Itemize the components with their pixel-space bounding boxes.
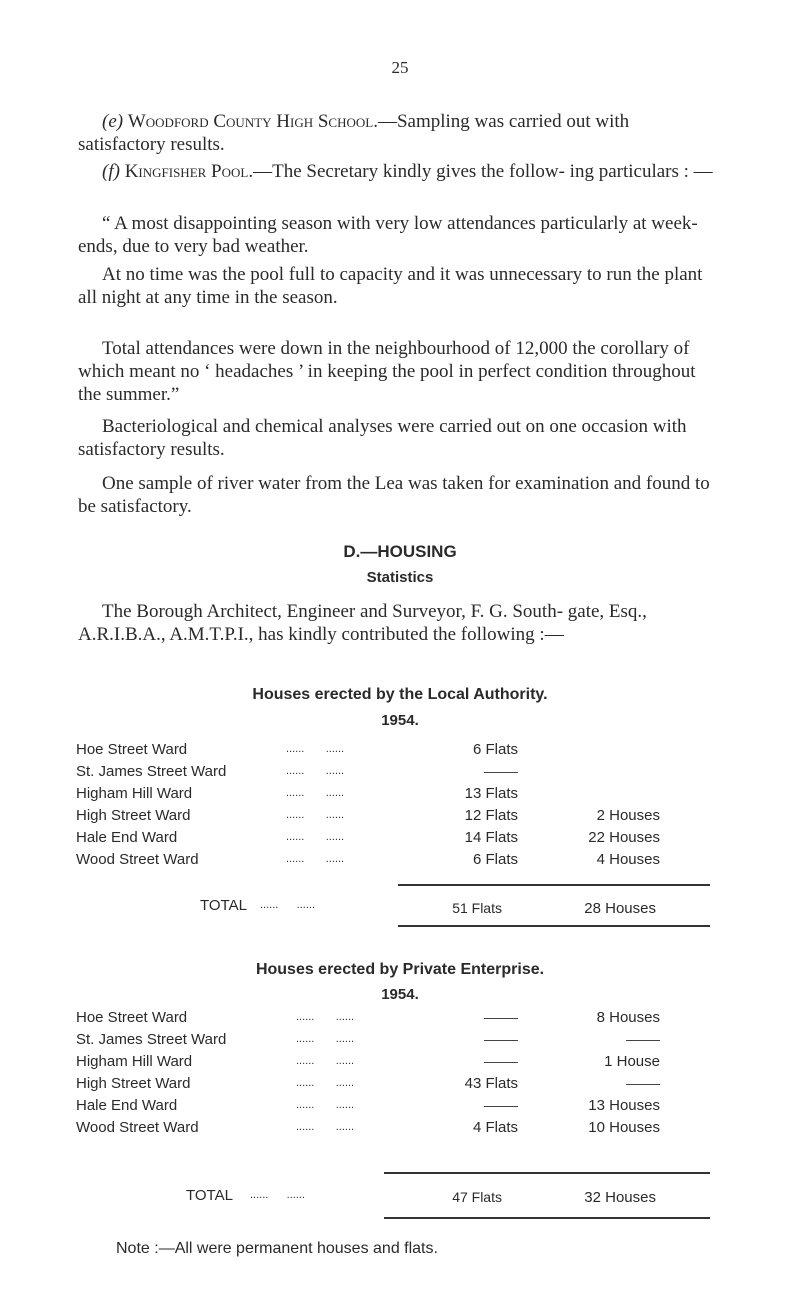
table1-top-rule xyxy=(398,884,710,886)
para-e-heading: Woodford County High School xyxy=(127,111,374,132)
ward-name: St. James Street Ward xyxy=(76,1031,227,1048)
flats-count: 43 Flats xyxy=(464,1075,518,1092)
para-f-text: .—The Secretary kindly gives the follow- ing particulars : — xyxy=(248,161,713,182)
table1-total-label: TOTAL xyxy=(200,897,247,914)
ward-name: Hale End Ward xyxy=(76,829,178,846)
houses-count: 13 Houses xyxy=(588,1097,660,1114)
houses-count: 1 House xyxy=(604,1053,660,1070)
flats-count xyxy=(484,1094,518,1117)
table2-total-houses: 32 Houses xyxy=(584,1189,656,1206)
table1-total-dots: ...... ...... xyxy=(260,899,316,911)
ward-name: Higham Hill Ward xyxy=(76,785,193,802)
flats-count xyxy=(484,1028,518,1051)
ward-name: Hoe Street Ward xyxy=(76,1009,188,1026)
table2-year: 1954. xyxy=(381,986,419,1003)
ward-name: High Street Ward xyxy=(76,807,191,824)
table2-total-flats: 47 Flats xyxy=(452,1189,502,1205)
flats-count xyxy=(484,760,518,783)
leader-dots: ...... ...... xyxy=(286,787,345,799)
ward-name: High Street Ward xyxy=(76,1075,191,1092)
table1-year: 1954. xyxy=(381,712,419,729)
paragraph-woodford xyxy=(78,110,718,156)
table-row xyxy=(76,738,716,762)
houses-count xyxy=(626,1072,660,1095)
section-subtitle: Statistics xyxy=(366,569,434,586)
ward-name: Wood Street Ward xyxy=(76,1119,199,1136)
table2-top-rule xyxy=(384,1172,710,1174)
para-e-text: .—Sampling was carried out with satisfactory results. xyxy=(78,111,630,155)
table-row xyxy=(76,1116,716,1140)
table-row xyxy=(76,760,716,784)
houses-count: 2 Houses xyxy=(596,807,660,824)
leader-dots: ...... ...... xyxy=(286,831,345,843)
paragraph-architect: The Borough Architect, Engineer and Surveyor, F. G. South- gate, Esq., A.R.I.B.A., A.M.T.P.I., has kindly contributed the following :— xyxy=(78,601,647,645)
quote-paragraph-3: Total attendances were down in the neighbourhood of 12,000 the corollary of which meant no ‘ headaches ’ in keeping the pool in perfect condition throughout the summer.” xyxy=(78,338,696,405)
paragraph-bacteriological: Bacteriological and chemical analyses were carried out on one occasion with satisfactory results. xyxy=(78,416,687,460)
table-row xyxy=(76,1072,716,1096)
para-e-label: (e) xyxy=(102,111,124,132)
flats-count: 6 Flats xyxy=(472,741,518,758)
para-f-heading: Kingfisher Pool xyxy=(124,161,249,182)
flats-count: 14 Flats xyxy=(464,829,518,846)
page-number: 25 xyxy=(391,58,409,77)
flats-count: 4 Flats xyxy=(472,1119,518,1136)
flats-count xyxy=(484,1050,518,1073)
leader-dots: ...... ...... xyxy=(286,743,345,755)
table2-bottom-rule xyxy=(384,1217,710,1219)
footnote: Note :—All were permanent houses and flats. xyxy=(116,1240,438,1257)
table-row xyxy=(76,782,716,806)
leader-dots: ...... ...... xyxy=(296,1077,355,1089)
leader-dots: ...... ...... xyxy=(286,809,345,821)
table2-total-label: TOTAL xyxy=(186,1187,233,1204)
table2-title: Houses erected by Private Enterprise. xyxy=(255,961,545,978)
table1-total-houses: 28 Houses xyxy=(584,900,656,917)
leader-dots: ...... ...... xyxy=(296,1055,355,1067)
leader-dots: ...... ...... xyxy=(296,1099,355,1111)
table1-title: Houses erected by the Local Authority. xyxy=(252,686,548,703)
table2-total-dots: ...... ...... xyxy=(250,1189,306,1201)
flats-count: 12 Flats xyxy=(464,807,518,824)
table-row xyxy=(76,1050,716,1074)
quote-paragraph-1: “ A most disappointing season with very low attendances particularly at week-ends, due to very bad weather. xyxy=(78,213,698,257)
leader-dots: ...... ...... xyxy=(296,1011,355,1023)
ward-name: Higham Hill Ward xyxy=(76,1053,193,1070)
table-row xyxy=(76,826,716,850)
houses-count: 22 Houses xyxy=(588,829,660,846)
houses-count: 4 Houses xyxy=(596,851,660,868)
quote-paragraph-2: At no time was the pool full to capacity and it was unnecessary to run the plant all night at any time in the season. xyxy=(78,264,703,308)
flats-count: 13 Flats xyxy=(464,785,518,802)
table-row xyxy=(76,1006,716,1030)
table1-total-flats: 51 Flats xyxy=(452,900,502,916)
table1-bottom-rule xyxy=(398,925,710,927)
table-row xyxy=(76,1094,716,1118)
ward-name: Wood Street Ward xyxy=(76,851,199,868)
ward-name: Hale End Ward xyxy=(76,1097,178,1114)
table-row xyxy=(76,848,716,872)
leader-dots: ...... ...... xyxy=(296,1033,355,1045)
para-f-label: (f) xyxy=(102,161,120,182)
table-row xyxy=(76,1028,716,1052)
paragraph-kingfisher xyxy=(78,160,718,183)
leader-dots: ...... ...... xyxy=(286,853,345,865)
houses-count: 8 Houses xyxy=(596,1009,660,1026)
ward-name: Hoe Street Ward xyxy=(76,741,188,758)
table-row xyxy=(76,804,716,828)
houses-count xyxy=(626,1028,660,1051)
section-title: D.—HOUSING xyxy=(343,542,457,561)
flats-count: 6 Flats xyxy=(472,851,518,868)
paragraph-river-water: One sample of river water from the Lea was taken for examination and found to be satisfactory. xyxy=(78,473,710,517)
houses-count: 10 Houses xyxy=(588,1119,660,1136)
leader-dots: ...... ...... xyxy=(286,765,345,777)
ward-name: St. James Street Ward xyxy=(76,763,227,780)
flats-count xyxy=(484,1006,518,1029)
leader-dots: ...... ...... xyxy=(296,1121,355,1133)
